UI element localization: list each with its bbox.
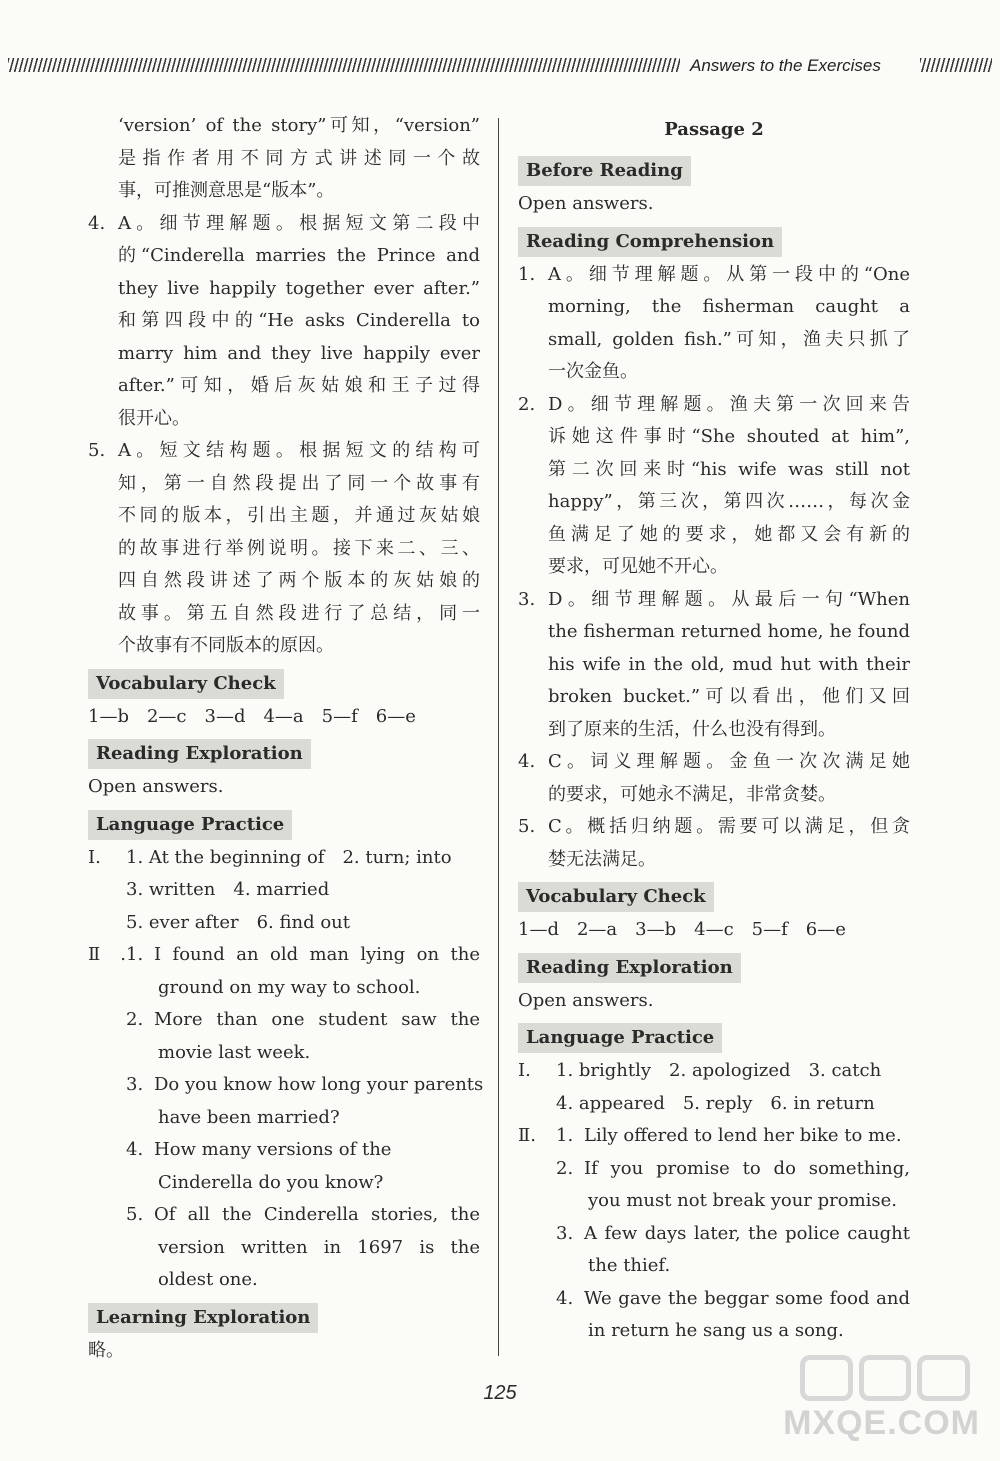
answer-line: have been married? [158, 1106, 340, 1128]
answer-line: Do you know how long your parents [154, 1074, 484, 1095]
item-number: 2. [556, 1157, 574, 1179]
header-hatch-right [920, 58, 992, 72]
answer-line: 不同的版本，引出主题，并通过灰姑娘 [118, 505, 480, 526]
answer-item-5 [88, 435, 480, 663]
section-heading-reading-comprehension: Reading Comprehension [518, 227, 782, 257]
right-column [518, 110, 910, 1348]
rc-item-3 [518, 584, 910, 747]
answer-line: If you promise to do something, [584, 1157, 910, 1179]
item-number: 4. [518, 751, 536, 772]
answer-line: 鱼满足了她的要求，她都又会有新的 [548, 523, 910, 545]
answer-line: marry him and they live happily ever [118, 342, 480, 364]
vocabulary-answers: 1—b 2—c 3—d 4—a 5—f 6—e [88, 705, 416, 727]
answer-line: happy”，第三次，第四次……，每次金 [548, 491, 910, 512]
answer-line: A few days later, the police caught [584, 1222, 910, 1244]
answer-line: 的“Cinderella marries the Prince and [118, 245, 480, 266]
reading-exploration-answer: Open answers. [518, 989, 654, 1011]
item-number: 1. [556, 1125, 574, 1146]
answer-line: 诉她这件事时“She shouted at him”, [548, 426, 910, 447]
answer-line: ‘version’ of the story”可知，“version” [118, 115, 480, 136]
passage-title: Passage 2 [664, 119, 764, 140]
answer-line: version written in 1697 is the [158, 1236, 480, 1258]
rc-item-4 [518, 746, 910, 811]
answer-line: Cinderella do you know? [158, 1171, 384, 1193]
item-number: 4. [556, 1287, 574, 1309]
answer-line: A。细节理解题。根据短文第二段中 [118, 212, 480, 234]
item-number: 2. [126, 1009, 144, 1030]
answer-line: 1. At the beginning of 2. turn; into [126, 846, 452, 868]
item-number: 5. [518, 816, 536, 837]
item-number: 3. [518, 588, 536, 610]
section-heading-learning-exploration: Learning Exploration [88, 1303, 318, 1333]
section-heading-vocabulary-check: Vocabulary Check [518, 882, 714, 912]
answer-line: 很开心。 [118, 407, 190, 429]
answer-line: 事，可推测意思是“版本”。 [118, 180, 335, 201]
answer-line: D。细节理解题。渔夫第一次回来告 [548, 393, 910, 415]
answer-line: 到了原来的生活，什么也没有得到。 [548, 718, 836, 740]
page-number: 125 [483, 1382, 517, 1404]
answer-line: 一次金鱼。 [548, 361, 638, 382]
answer-line: they live happily together ever after.” [118, 277, 480, 299]
answer-line: movie last week. [158, 1041, 311, 1063]
answer-line: 的故事进行举例说明。接下来二、三、 [118, 537, 480, 559]
language-practice-part-2 [88, 939, 484, 1297]
item-number: 4. [88, 212, 106, 234]
answer-line: you must not break your promise. [588, 1190, 898, 1211]
answer-line: 知，第一自然段提出了同一个故事有 [118, 472, 480, 494]
answer-line: How many versions of the [154, 1139, 392, 1160]
item-number: 3. [556, 1222, 574, 1244]
header-hatch-left [8, 58, 680, 72]
continued-answer [88, 110, 480, 208]
answer-line: 婪无法满足。 [548, 848, 656, 870]
answer-line: the thief. [588, 1255, 671, 1276]
watermark-logo-icon [800, 1355, 970, 1401]
item-number: 2. [518, 393, 536, 415]
rc-item-2 [518, 389, 910, 584]
answer-line: oldest one. [158, 1269, 258, 1290]
answer-line: 故事。第五自然段进行了总结，同一 [118, 602, 480, 624]
answer-line: 第二次回来时“his wife was still not [548, 458, 910, 480]
answer-line: 4. appeared 5. reply 6. in return [556, 1092, 875, 1114]
answer-line: broken bucket.”可以看出，他们又回 [548, 686, 910, 707]
before-reading-answer: Open answers. [518, 193, 654, 214]
left-column [88, 110, 484, 1367]
roman-numeral: Ⅰ. [88, 846, 101, 868]
roman-numeral: Ⅱ. [518, 1125, 536, 1146]
item-number: 5. [88, 440, 106, 461]
section-heading-language-practice: Language Practice [88, 810, 292, 840]
header-title: Answers to the Exercises [690, 56, 881, 75]
answer-line: C。词义理解题。金鱼一次次满足她 [548, 751, 910, 772]
watermark-text: MXQE.COM [783, 1404, 980, 1442]
answer-line: 和第四段中的“He asks Cinderella to [118, 310, 480, 331]
reading-exploration-answer: Open answers. [88, 776, 224, 797]
answer-line: 要求，可见她不开心。 [548, 556, 728, 577]
language-practice-part-1 [518, 1055, 910, 1120]
answer-line: his wife in the old, mud hut with their [548, 653, 910, 675]
item-number: 1. [518, 263, 536, 285]
answer-line: after.”可知，婚后灰姑娘和王子过得 [118, 375, 480, 396]
answer-line: 5. ever after 6. find out [126, 911, 350, 933]
answer-line: 是指作者用不同方式讲述同一个故 [118, 147, 480, 169]
item-number: 4. [126, 1139, 144, 1160]
answer-line: More than one student saw the [154, 1009, 480, 1030]
section-heading-vocabulary-check: Vocabulary Check [88, 669, 284, 699]
rc-item-1 [518, 259, 910, 389]
language-practice-part-2 [518, 1120, 910, 1348]
rc-item-5 [518, 811, 910, 876]
answer-line: I found an old man lying on the [154, 944, 480, 965]
answer-line: ground on my way to school. [158, 976, 421, 998]
answer-line: Of all the Cinderella stories, the [154, 1204, 480, 1225]
answer-line: A。短文结构题。根据短文的结构可 [118, 440, 480, 461]
answer-item-4 [88, 208, 480, 436]
section-heading-reading-exploration: Reading Exploration [88, 739, 311, 769]
roman-numeral: Ⅰ. [518, 1060, 531, 1081]
running-header [8, 56, 992, 78]
answer-line: Lily offered to lend her bike to me. [584, 1125, 902, 1146]
item-number: 5. [126, 1204, 144, 1225]
answer-line: small, golden fish.”可知，渔夫只抓了 [548, 328, 910, 350]
answer-line: D。细节理解题。从最后一句“When [548, 588, 910, 610]
answer-line: 1. brightly 2. apologized 3. catch [556, 1060, 882, 1081]
answer-line: We gave the beggar some food and [584, 1287, 910, 1309]
answer-line: A。细节理解题。从第一段中的“One [548, 263, 910, 285]
answer-line: the fisherman returned home, he found [548, 621, 910, 642]
column-divider [498, 118, 499, 1356]
item-number: 1. [126, 944, 144, 965]
section-heading-language-practice: Language Practice [518, 1023, 722, 1053]
answer-line: 3. written 4. married [126, 879, 330, 900]
section-heading-reading-exploration: Reading Exploration [518, 953, 741, 983]
vocabulary-answers: 1—d 2—a 3—b 4—c 5—f 6—e [518, 919, 846, 940]
answer-line: 个故事有不同版本的原因。 [118, 635, 334, 656]
roman-numeral: Ⅱ. [88, 944, 126, 965]
section-heading-before-reading: Before Reading [518, 156, 691, 186]
answer-line: morning, the fisherman caught a [548, 296, 910, 317]
answer-line: 的要求，可她永不满足，非常贪婪。 [548, 783, 836, 805]
item-number: 3. [126, 1074, 144, 1095]
learning-exploration-answer: 略。 [88, 1339, 124, 1361]
answer-line: C。概括归纳题。需要可以满足，但贪 [548, 816, 910, 837]
answer-line: in return he sang us a song. [588, 1320, 844, 1341]
language-practice-part-1 [88, 842, 480, 940]
answer-line: 四自然段讲述了两个版本的灰姑娘的 [118, 570, 480, 591]
